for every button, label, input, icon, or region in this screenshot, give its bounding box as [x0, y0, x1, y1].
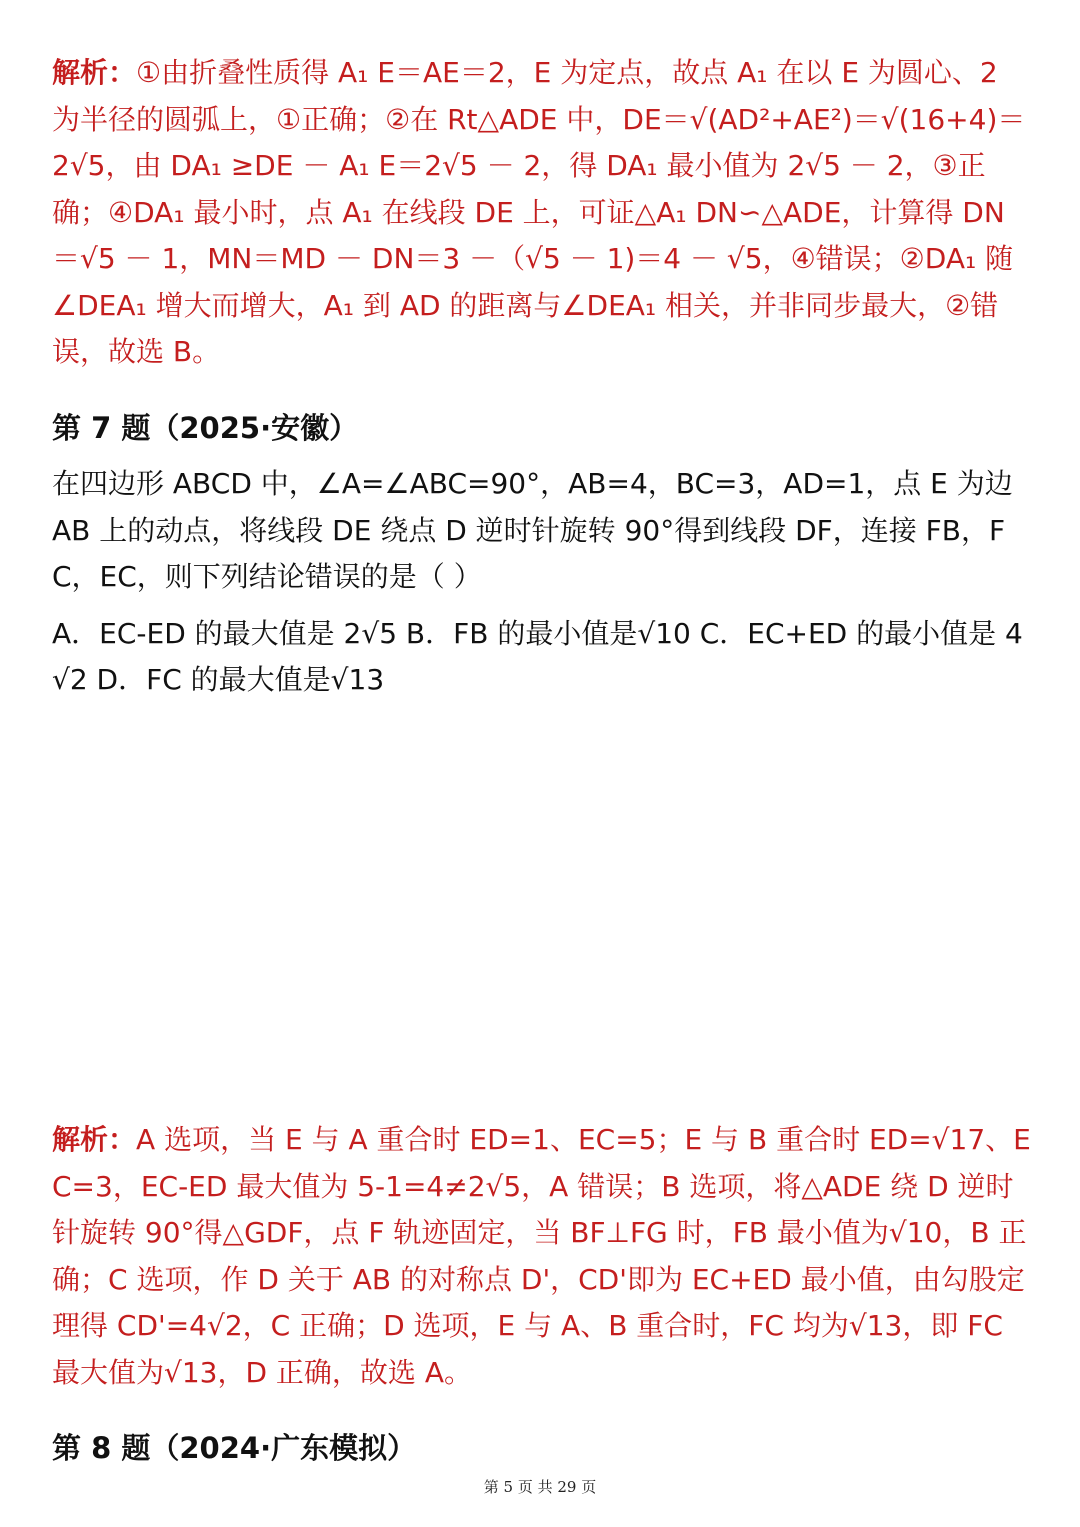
analysis-text: A 选项，当 E 与 A 重合时 ED=1、EC=5；E 与 B 重合时 ED=√17、EC=3，EC-ED 最大值为 5-1=4≠2√5，A 错误；B 选项，将△ADE 绕 D 逆时针旋转 90°得△GDF，点 F 轨迹固定，当 BF⊥FG 时，FB 最小值为√10，B 正确；C 选项，作 D 关于 AB 的对称点 D'，CD'即为 EC+ED 最小值，由勾股定理得 CD'=4√2，C 正确；D 选项，E 与 A、B 重合时，FC 均为√13，即 FC 最大值为√13，D 正确，故选 A。: [52, 1123, 1031, 1389]
analysis-paragraph: [52, 50, 1032, 376]
analysis-paragraph: [52, 1117, 1032, 1396]
page-footer: 第 5 页 共 29 页: [483, 1478, 597, 1496]
analysis-label: 解析：: [52, 56, 137, 89]
question-8-heading: 第 8 题（2024·广东模拟）: [52, 1431, 417, 1465]
question-8-heading-block: [52, 1428, 1032, 1468]
analysis-block-1: [52, 50, 1032, 376]
analysis-text: ①由折叠性质得 A₁ E＝AE＝2，E 为定点，故点 A₁ 在以 E 为圆心、2 为半径的圆弧上，①正确；②在 Rt△ADE 中，DE＝√(AD²+AE²)＝√(16+4)＝2√5，由 DA₁ ≥DE － A₁ E＝2√5 － 2，得 DA₁ 最小值为 2√5 － 2，③正确；④DA₁ 最小时，点 A₁ 在线段 DE 上，可证△A₁ DN∽△ADE，计算得 DN＝√5 － 1，MN＝MD － DN＝3 －（√5 － 1)＝4 － √5，④错误；②DA₁ 随∠DEA₁ 增大而增大，A₁ 到 AD 的距离与∠DEA₁ 相关，并非同步最大，②错误，故选 B。: [52, 56, 1026, 368]
question-7-block: [52, 461, 1032, 704]
analysis-block-2: [52, 1117, 1032, 1396]
analysis-label: 解析：: [52, 1123, 137, 1156]
question-7-heading: 第 7 题（2025·安徽）: [52, 411, 359, 445]
question-7-stem: 在四边形 ABCD 中，∠A=∠ABC=90°，AB=4，BC=3，AD=1，点 E 为边 AB 上的动点，将线段 DE 绕点 D 逆时针旋转 90°得到线段 DF，连接 FB，FC，EC，则下列结论错误的是（ ）: [52, 467, 1013, 593]
question-7-heading-block: [52, 408, 1032, 448]
question-7-options: A．EC-ED 的最大值是 2√5 B．FB 的最小值是√10 C．EC+ED 的最小值是 4√2 D．FC 的最大值是√13: [52, 616, 1023, 696]
